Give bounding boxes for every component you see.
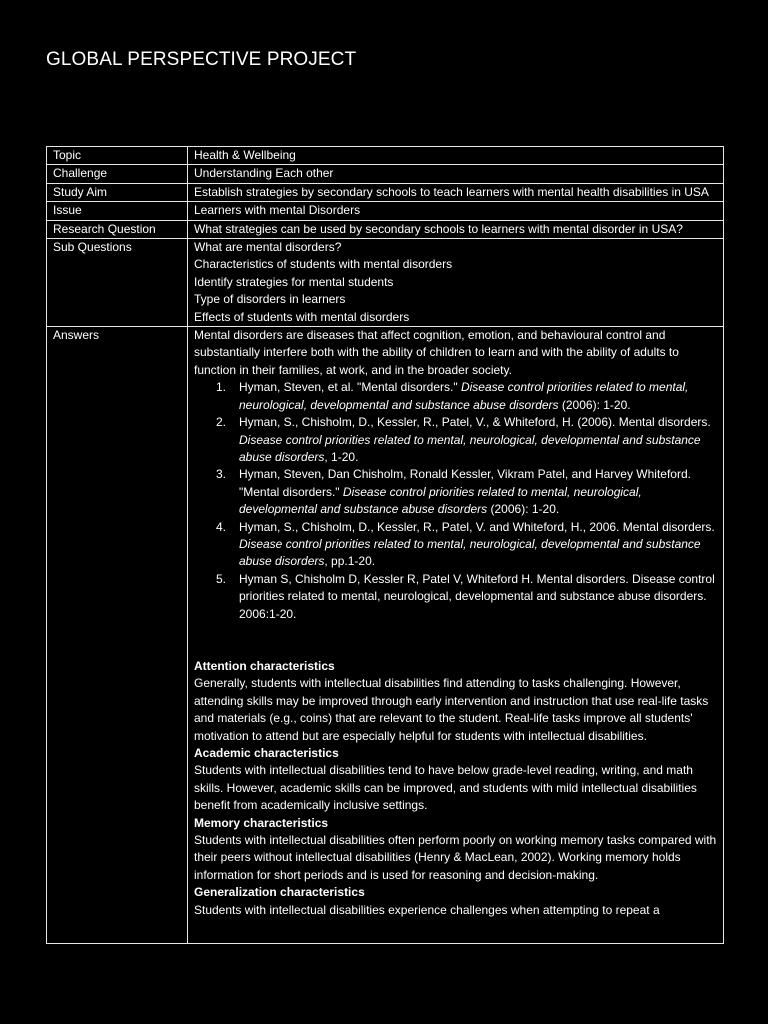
answers-intro: Mental disorders are diseases that affect cognition, emotion, and behavioural control and substantially interfere both with the ability of children to learn and with the ability of adults to function in their families, at work, and in the broader society.: [194, 328, 679, 377]
row-label-topic: Topic: [47, 147, 188, 165]
reference-item: [194, 571, 717, 623]
table-row: [47, 327, 724, 944]
section-text-memory: Students with intellectual disabilities often perform poorly on working memory tasks compared with their peers without intellectual disabilities (Henry & MacLean, 2002). Working memory holds information for short periods and is used for reasoning and decision-making.: [194, 833, 717, 882]
row-value-sub-questions: [188, 239, 724, 327]
reference-item: [194, 466, 717, 518]
reference-number: 5.: [216, 571, 227, 586]
table-row: [47, 147, 724, 165]
reference-text: Hyman, S., Chisholm, D., Kessler, R., Patel, V. and Whiteford, H., 2006. Mental disorders.: [239, 519, 715, 534]
section-text-academic: Students with intellectual disabilities tend to have below grade-level reading, writing, and math skills. However, academic skills can be improved, and students with mild intellectual disabilities benefit from academically inclusive settings.: [194, 763, 697, 813]
reference-item: [194, 519, 717, 571]
reference-pages: , pp.1-20.: [324, 554, 376, 569]
reference-item: [194, 379, 717, 414]
row-label-study-aim: Study Aim: [47, 183, 188, 201]
reference-number: 3.: [216, 467, 227, 482]
sub-question-item: Type of disorders in learners: [194, 292, 346, 307]
section-heading-memory: Memory characteristics: [194, 815, 329, 830]
project-table: [46, 146, 724, 944]
sub-question-item: Effects of students with mental disorders: [194, 309, 410, 324]
reference-number: 1.: [216, 380, 227, 395]
reference-source: Disease control priorities related to mental, neurological, developmental and substance abuse disorders: [239, 536, 701, 569]
sub-question-item: Characteristics of students with mental disorders: [194, 257, 453, 272]
section-text-generalization: Students with intellectual disabilities experience challenges when attempting to repeat a: [194, 902, 660, 917]
row-value-challenge: Understanding Each other: [188, 165, 724, 183]
reference-source: Disease control priorities related to mental, neurological, developmental and substance abuse disorders: [239, 432, 701, 464]
reference-item: [194, 414, 717, 466]
table-row: [47, 239, 724, 327]
reference-text: Hyman S, Chisholm D, Kessler R, Patel V, Whiteford H. Mental disorders. Disease control priorities related to mental, neurological, developmental and substance abuse disorders. 2006:1-20.: [239, 571, 715, 621]
row-value-issue: Learners with mental Disorders: [188, 202, 724, 220]
reference-text: Hyman, S., Chisholm, D., Kessler, R., Patel, V., & Whiteford, H. (2006). Mental disorders.: [239, 415, 711, 430]
row-label-research-question: Research Question: [47, 220, 188, 238]
spacer: [194, 623, 717, 658]
table-row: [47, 183, 724, 201]
row-value-answers: [188, 327, 724, 944]
table-row: [47, 220, 724, 238]
reference-number: 2.: [216, 415, 227, 430]
reference-source: Disease control priorities related to mental, neurological, developmental and substance abuse disorders: [239, 484, 642, 517]
reference-text: Hyman, Steven, Dan Chisholm, Ronald Kessler, Vikram Patel, and Harvey Whiteford. "Mental disorders.": [239, 467, 691, 499]
reference-pages: (2006): 1-20.: [487, 502, 560, 517]
reference-pages: , 1-20.: [324, 449, 359, 464]
row-label-sub-questions: Sub Questions: [47, 239, 188, 327]
sub-question-item: What are mental disorders?: [194, 240, 342, 255]
table-row: [47, 202, 724, 220]
section-heading-generalization: Generalization characteristics: [194, 885, 365, 900]
row-label-answers: Answers: [47, 327, 188, 944]
reference-source: Disease control priorities related to mental, neurological, developmental and substance abuse disorders: [239, 380, 689, 412]
row-label-issue: Issue: [47, 202, 188, 220]
reference-text: Hyman, Steven, et al. "Mental disorders.": [239, 380, 461, 395]
section-text-attention: Generally, students with intellectual disabilities find attending to tasks challenging. However, attending skills may be improved through early intervention and instruction that use real-life tasks and materials (e.g., coins) that are relevant to the student. Real-life tasks improve all students' motivation to attend but are especially helpful for students with intellectual disabilities.: [194, 676, 709, 743]
row-value-topic: Health & Wellbeing: [188, 147, 724, 165]
table-row: [47, 165, 724, 183]
reference-number: 4.: [216, 519, 227, 534]
row-label-challenge: Challenge: [47, 165, 188, 183]
reference-list: [194, 379, 717, 623]
row-value-research-question: What strategies can be used by secondary schools to learners with mental disorder in USA?: [188, 220, 724, 238]
sub-question-item: Identify strategies for mental students: [194, 274, 394, 289]
document-title: GLOBAL PERSPECTIVE PROJECT: [46, 49, 357, 70]
row-value-study-aim: Establish strategies by secondary schools to teach learners with mental health disabilities in USA: [188, 183, 724, 201]
reference-pages: (2006): 1-20.: [558, 397, 631, 412]
section-heading-attention: Attention characteristics: [194, 658, 335, 673]
section-heading-academic: Academic characteristics: [194, 746, 339, 760]
